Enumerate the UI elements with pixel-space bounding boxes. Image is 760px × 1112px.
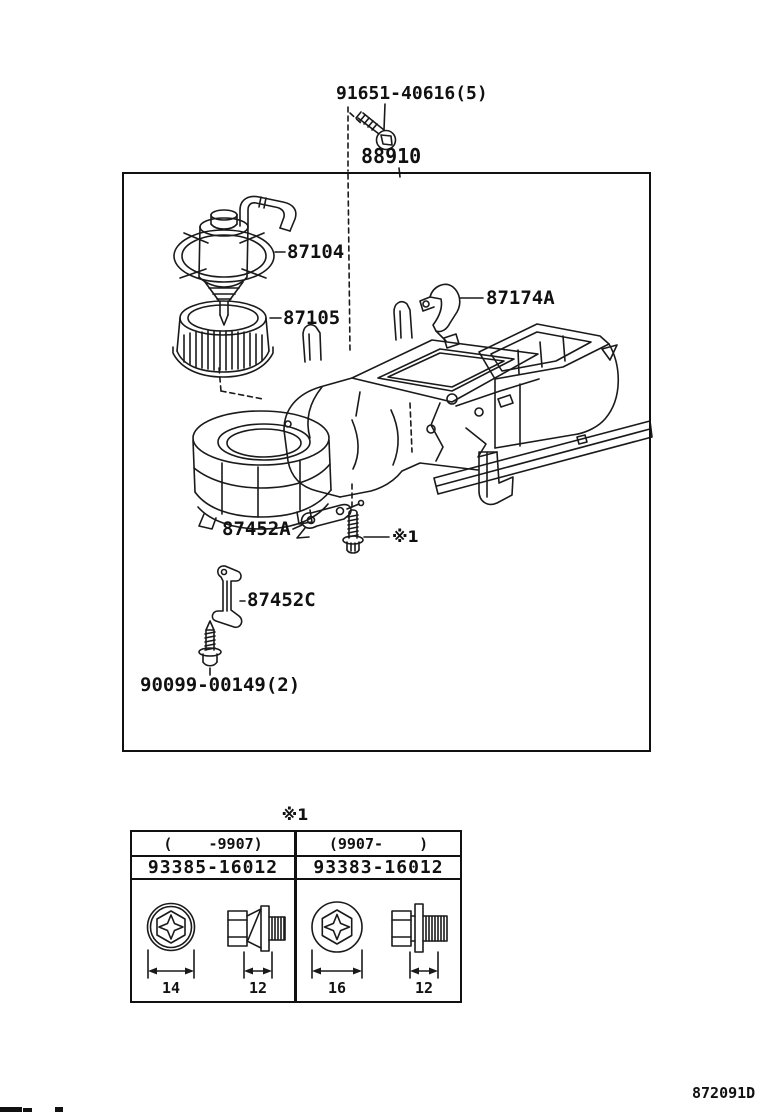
dimension-head-late: 16: [327, 979, 347, 997]
print-artifact: [23, 1108, 32, 1112]
table-row-line-2: [132, 878, 460, 880]
dimension-head-early: 14: [161, 979, 181, 997]
screw-icon: [356, 104, 396, 150]
diagram-border: [122, 172, 651, 752]
table-part-number-early: 93385-16012: [147, 857, 279, 878]
label-bracket-87452c: 87452C: [247, 589, 316, 611]
label-bracket-87174a: 87174A: [486, 287, 555, 309]
table-period-late: (9907- ): [328, 835, 429, 853]
label-filter-element: 87105: [283, 307, 341, 329]
label-blower-motor: 87104: [287, 241, 345, 263]
label-ref-mark-diagram: ※1: [392, 527, 419, 546]
print-artifact: [0, 1107, 22, 1112]
fastener-table: [130, 830, 462, 1003]
drawing-code: 872091D: [692, 1084, 756, 1102]
label-screw-part-number-2: 90099-00149(2): [140, 674, 301, 696]
table-part-number-late: 93383-16012: [313, 857, 444, 878]
label-screw-part-number: 91651-40616(5): [336, 83, 488, 104]
dimension-thread-early: 12: [248, 979, 268, 997]
print-artifact: [55, 1107, 63, 1112]
label-bracket-87452a: 87452A: [222, 518, 291, 540]
label-assembly-part-number: 88910: [361, 144, 422, 168]
dimension-thread-late: 12: [414, 979, 434, 997]
table-title-ref-mark: ※1: [281, 805, 309, 824]
table-period-early: ( -9907): [163, 835, 263, 853]
